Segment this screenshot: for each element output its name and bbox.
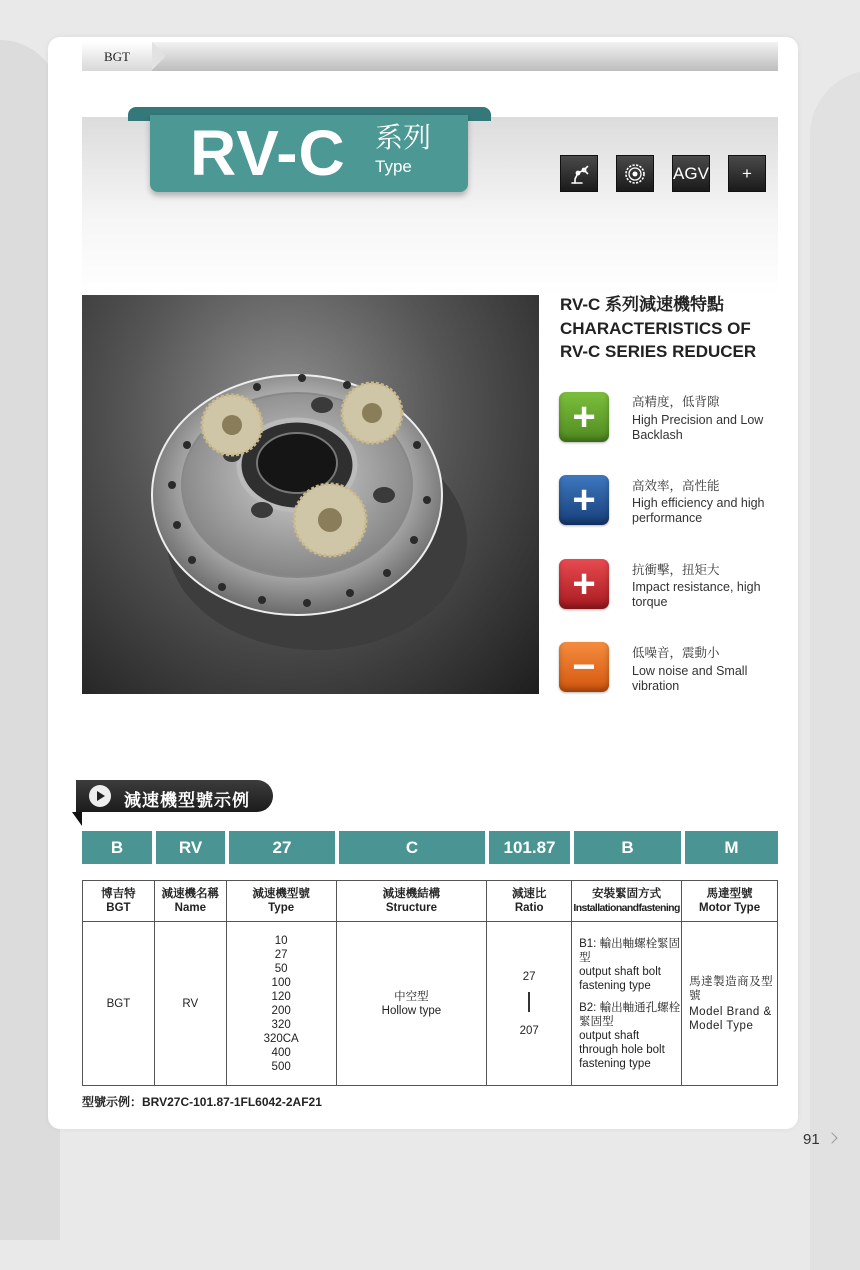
characteristics-title-zh: RV-C 系列減速機特點: [560, 295, 725, 314]
table-header-cell: 減速比 Ratio: [487, 881, 572, 922]
code-cell-motor: M: [685, 831, 778, 864]
header-bar: [82, 42, 778, 71]
code-cell-name: RV: [156, 831, 225, 864]
model-example: 型號示例：BRV27C-101.87-1FL6042-2AF21: [82, 1095, 322, 1109]
table-cell-name: RV: [154, 922, 226, 1086]
agv-icon: [672, 155, 710, 192]
table-header-cell: 安裝緊固方式 Installationandfastening: [572, 881, 682, 922]
plus-label: +: [742, 163, 752, 183]
characteristics-title-en-1: CHARACTERISTICS OF: [560, 318, 751, 338]
table-cell-types: 10 27 50 100 120 200 320 320CA 400 500: [226, 922, 336, 1086]
table-header-cell: 博吉特 BGT: [83, 881, 155, 922]
characteristics-title-en-2: RV-C SERIES REDUCER: [560, 342, 757, 361]
agv-label: AGV: [673, 163, 709, 183]
section-title: 減速機型號示例: [124, 791, 250, 810]
feature-symbol: +: [572, 394, 596, 439]
characteristics-title: [560, 293, 756, 364]
feature-symbol: +: [572, 477, 596, 522]
plus-icon: [559, 475, 609, 525]
feature-1-en: High Precision and Low Backlash: [632, 413, 764, 442]
table-header-cell: 減速機名稱 Name: [154, 881, 226, 922]
table-header-cell: 減速機型號 Type: [226, 881, 336, 922]
table-header-row: [83, 881, 778, 922]
table-cell-structure: 中空型 Hollow type: [336, 922, 487, 1086]
series-title-zh: 系列: [375, 122, 432, 153]
feature-2-zh: 高效率，高性能: [632, 479, 720, 493]
table-row: [83, 922, 778, 1086]
title-ribbon: [150, 115, 468, 192]
code-cell-install: B: [574, 831, 681, 864]
code-cell-ratio: 101.87: [489, 831, 570, 864]
series-title-en: Type: [375, 157, 412, 176]
product-photo: [82, 295, 539, 694]
feature-4-en: Low noise and Small vibration: [632, 664, 748, 693]
model-spec-table: [82, 880, 778, 1086]
page-number: 91: [803, 1131, 820, 1148]
robot-arm-icon: [560, 155, 598, 192]
plus-icon: [559, 559, 609, 609]
table-cell-ratio: 27 207: [487, 922, 572, 1086]
feature-3-zh: 抗衝擊，扭矩大: [632, 563, 720, 577]
brand-label: BGT: [104, 49, 130, 64]
table-cell-motor: 馬達製造商及型號 Model Brand & Model Type: [682, 922, 778, 1086]
feature-symbol: +: [572, 561, 596, 606]
feature-2-en: High efficiency and high performance: [632, 496, 765, 525]
code-cell-brand: B: [82, 831, 152, 864]
plus-icon: [728, 155, 766, 192]
ratio-range-bar: [528, 992, 530, 1012]
play-icon: [89, 785, 111, 807]
code-cell-structure: C: [339, 831, 485, 864]
plus-icon: [559, 392, 609, 442]
table-header-cell: 馬達型號 Motor Type: [682, 881, 778, 922]
table-cell-install: B1: 輸出軸螺栓緊固型 output shaft bolt fastening type B2: 輸出軸通孔螺栓緊固型 output shaft through hole bolt fastening type: [572, 922, 682, 1086]
background-arc-right: [810, 70, 860, 1270]
code-cell-type: 27: [229, 831, 335, 864]
gear-icon: [616, 155, 654, 192]
series-title: RV-C: [190, 117, 346, 189]
feature-4-zh: 低噪音，震動小: [632, 646, 720, 660]
brand-tab: [82, 42, 152, 71]
feature-1-zh: 高精度，低背隙: [632, 395, 720, 409]
feature-3-en: Impact resistance, high torque: [632, 580, 761, 609]
section-heading-fold: [72, 812, 82, 826]
section-heading: [76, 780, 273, 812]
minus-icon: [559, 642, 609, 692]
table-header-cell: 減速機結構 Structure: [336, 881, 487, 922]
feature-symbol: −: [572, 644, 596, 689]
table-cell-brand: BGT: [83, 922, 155, 1086]
